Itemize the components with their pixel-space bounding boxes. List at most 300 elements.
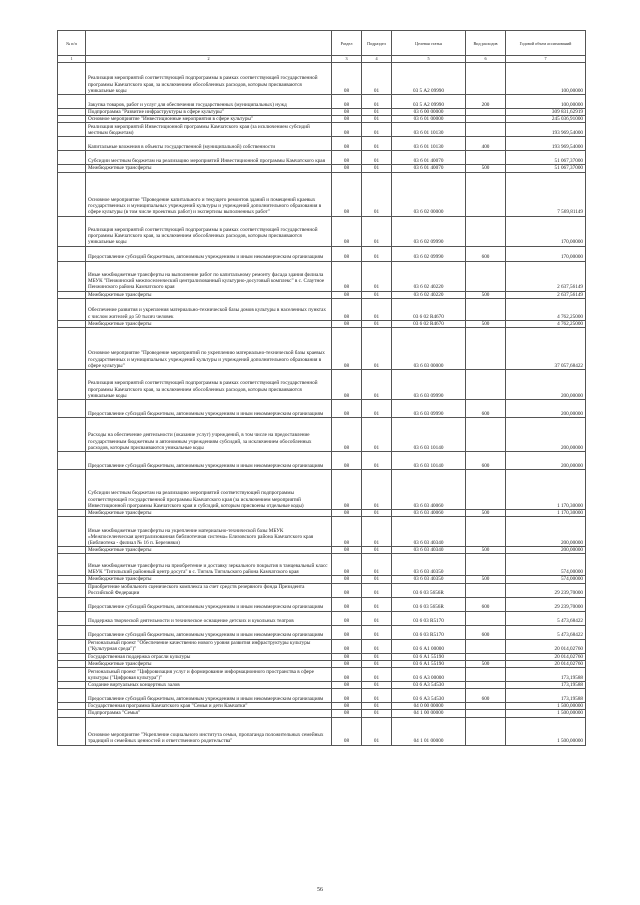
cell-amount: 173,19588 [506, 668, 586, 682]
cell-subsection: 01 [362, 298, 392, 320]
cell-target-article: 03 5 А2 09990 [392, 63, 466, 95]
cell-amount: 574,00000 [506, 576, 586, 583]
cell-amount: 29 239,70000 [506, 597, 586, 611]
cell-section: 08 [332, 320, 362, 327]
cell-amount: 200,00000 [506, 370, 586, 400]
table-row [58, 547, 586, 554]
cell-section: 08 [332, 137, 362, 151]
cell-section: 08 [332, 710, 362, 717]
cell-expense-type [466, 418, 506, 452]
cell-subsection: 01 [362, 689, 392, 703]
header-annual-amount: Годовой объем ассигнований [506, 31, 586, 56]
cell-target-article: 03 6 01 40070 [392, 165, 466, 172]
cell-section: 08 [332, 576, 362, 583]
cell-expense-type: 200 [466, 95, 506, 109]
cell-name: Создание виртуальных концертных залов [86, 682, 332, 689]
table-row [58, 554, 586, 576]
cell-section: 08 [332, 703, 362, 710]
cell-subsection: 01 [362, 517, 392, 547]
cell-amount: 200,00000 [506, 547, 586, 554]
cell-subsection: 01 [362, 320, 392, 327]
cell-target-article: 03 6 03 40340 [392, 547, 466, 554]
cell-amount: 309 831,62919 [506, 109, 586, 116]
cell-expense-type [466, 298, 506, 320]
cell-amount: 173,19588 [506, 689, 586, 703]
cell-expense-type: 600 [466, 625, 506, 639]
cell-section: 08 [332, 109, 362, 116]
cell-section: 08 [332, 689, 362, 703]
cell-target-article: 03 6 03 00000 [392, 328, 466, 370]
cell-index [58, 517, 86, 547]
cell-subsection: 01 [362, 547, 392, 554]
cell-index [58, 452, 86, 470]
cell-expense-type: 600 [466, 246, 506, 261]
cell-target-article: 04 0 00 00000 [392, 703, 466, 710]
cell-index [58, 261, 86, 291]
cell-subsection: 01 [362, 328, 392, 370]
table-row [58, 116, 586, 123]
cell-section: 08 [332, 63, 362, 95]
table-row [58, 625, 586, 639]
cell-subsection: 01 [362, 370, 392, 400]
cell-amount: 245 036,91000 [506, 116, 586, 123]
table-row [58, 510, 586, 517]
cell-name: Поддержка творческой деятельности и техническое оснащение детских и кукольных театров [86, 611, 332, 625]
table-row [58, 320, 586, 327]
cell-target-article: 03 6 02 R4670 [392, 298, 466, 320]
cell-name: Иные межбюджетные трансферты на приобретение и доставку зеркального покрытия в танцевальный класс МБУК "Тигильский районный центр досуга" в с. Тигиль Тигильского района Камчатского края [86, 554, 332, 576]
cell-index [58, 216, 86, 246]
cell-target-article: 03 5 А2 09990 [392, 95, 466, 109]
cell-name: Государственная программа Камчатского края "Семья и дети Камчатки" [86, 703, 332, 710]
cell-name: Предоставление субсидий бюджетным, автономным учреждениям и иным некоммерческим организациям [86, 625, 332, 639]
cell-amount: 51 067,37000 [506, 151, 586, 165]
cell-section: 08 [332, 470, 362, 510]
cell-amount: 200,00000 [506, 452, 586, 470]
cell-index [58, 400, 86, 418]
table-row [58, 418, 586, 452]
cell-target-article: 03 6 02 09990 [392, 246, 466, 261]
cell-amount: 20 014,02760 [506, 653, 586, 660]
cell-expense-type: 500 [466, 660, 506, 667]
table-row [58, 717, 586, 745]
cell-subsection: 01 [362, 165, 392, 172]
cell-target-article: 04 1 01 00000 [392, 717, 466, 745]
cell-amount: 1 500,00000 [506, 703, 586, 710]
cell-expense-type [466, 151, 506, 165]
cell-name: Государственная поддержка отрасли культуры [86, 653, 332, 660]
table-row [58, 216, 586, 246]
cell-target-article: 03 6 03 R5170 [392, 625, 466, 639]
cell-section: 08 [332, 639, 362, 653]
column-number: 5 [392, 56, 466, 63]
cell-section: 08 [332, 653, 362, 660]
cell-name: Предоставление субсидий бюджетным, автономным учреждениям и иным некоммерческим организациям [86, 597, 332, 611]
cell-amount: 574,00000 [506, 554, 586, 576]
cell-amount: 170,00000 [506, 216, 586, 246]
cell-name: Региональный проект "Обеспечение качественно нового уровня развития инфраструктуры культуры ("Культурная среда")" [86, 639, 332, 653]
cell-section: 08 [332, 682, 362, 689]
cell-amount: 200,00000 [506, 418, 586, 452]
header-subsection: Подраздел [362, 31, 392, 56]
table-row [58, 639, 586, 653]
cell-name: Межбюджетные трансферты [86, 510, 332, 517]
cell-expense-type [466, 653, 506, 660]
cell-name: Предоставление субсидий бюджетным, автономным учреждениям и иным некоммерческим организациям [86, 689, 332, 703]
cell-name: Основное мероприятие "Проведение капитального и текущего ремонтов зданий и помещений краевых государственных и муниципальных учреждений культуры и учреждений дополнительного образования в сфере культуры (в том числе проектных работ) и экспертизы выполненных работ" [86, 172, 332, 216]
table-row [58, 470, 586, 510]
cell-target-article: 03 6 А1 00000 [392, 639, 466, 653]
table-row [58, 576, 586, 583]
table-row [58, 165, 586, 172]
cell-target-article: 03 6 03 10140 [392, 452, 466, 470]
cell-index [58, 123, 86, 137]
cell-section: 08 [332, 583, 362, 597]
cell-amount: 1 170,30000 [506, 510, 586, 517]
cell-expense-type: 500 [466, 165, 506, 172]
table-row [58, 689, 586, 703]
cell-index [58, 689, 86, 703]
cell-expense-type: 500 [466, 510, 506, 517]
cell-section: 08 [332, 370, 362, 400]
cell-expense-type [466, 470, 506, 510]
cell-index [58, 710, 86, 717]
table-row [58, 653, 586, 660]
budget-table [57, 30, 586, 746]
cell-expense-type: 500 [466, 576, 506, 583]
cell-target-article: 03 6 03 40350 [392, 576, 466, 583]
table-row [58, 660, 586, 667]
cell-expense-type: 600 [466, 597, 506, 611]
table-row [58, 109, 586, 116]
table-row [58, 123, 586, 137]
cell-expense-type [466, 123, 506, 137]
cell-name: Межбюджетные трансферты [86, 320, 332, 327]
cell-index [58, 625, 86, 639]
column-number: 1 [58, 56, 86, 63]
cell-subsection: 01 [362, 510, 392, 517]
cell-section: 08 [332, 123, 362, 137]
cell-target-article: 03 6 03 5656R [392, 597, 466, 611]
cell-index [58, 682, 86, 689]
cell-index [58, 328, 86, 370]
budget-document [57, 30, 585, 746]
cell-subsection: 01 [362, 470, 392, 510]
cell-target-article: 03 6 А3 54530 [392, 689, 466, 703]
cell-expense-type [466, 710, 506, 717]
table-row [58, 452, 586, 470]
cell-subsection: 01 [362, 597, 392, 611]
cell-section: 08 [332, 328, 362, 370]
cell-target-article: 03 6 02 40220 [392, 291, 466, 298]
cell-name: Реализация мероприятий соответствующей подпрограммы в рамках соответствующей государственной программы Камчатского края, за исключением обособленных расходов, которым присваиваются уникальные коды [86, 370, 332, 400]
header-target-article: Целевая статья [392, 31, 466, 56]
cell-subsection: 01 [362, 123, 392, 137]
cell-target-article: 03 6 А3 00000 [392, 668, 466, 682]
cell-amount: 51 067,37000 [506, 165, 586, 172]
cell-subsection: 01 [362, 452, 392, 470]
cell-subsection: 01 [362, 95, 392, 109]
table-row [58, 328, 586, 370]
cell-section: 08 [332, 165, 362, 172]
cell-subsection: 01 [362, 583, 392, 597]
cell-section: 08 [332, 400, 362, 418]
cell-amount: 200,00000 [506, 517, 586, 547]
cell-subsection: 01 [362, 554, 392, 576]
cell-subsection: 01 [362, 653, 392, 660]
cell-index [58, 320, 86, 327]
cell-target-article: 03 6 02 09990 [392, 216, 466, 246]
cell-index [58, 165, 86, 172]
cell-subsection: 01 [362, 109, 392, 116]
cell-section: 08 [332, 625, 362, 639]
page-number: 56 [317, 887, 323, 893]
cell-expense-type [466, 682, 506, 689]
cell-name: Иные межбюджетные трансферты на выполнение работ по капитальному ремонту фасада здания филиала МБУК "Пенжинский межпоселенческий централизованный культурно-досуговый комплекс" в с. Слаутное Пенжинского района Камчатского края [86, 261, 332, 291]
cell-index [58, 660, 86, 667]
cell-expense-type: 600 [466, 400, 506, 418]
cell-name: Основное мероприятие "Проведение мероприятий по укреплению материально-технической базы краевых государственных и муниципальных учреждений культуры и учреждений дополнительного образования в сфере культуры" [86, 328, 332, 370]
cell-index [58, 510, 86, 517]
cell-index [58, 470, 86, 510]
cell-name: Иные межбюджетные трансферты на укрепление материально-технической базы МБУК «Межпоселенческая централизованная библиотечная система» Елизовского района Камчатского края (Библиотека - филиал № 16 п. Березняки) [86, 517, 332, 547]
cell-amount: 4 762,25000 [506, 320, 586, 327]
cell-expense-type [466, 116, 506, 123]
cell-target-article: 03 6 01 40070 [392, 151, 466, 165]
cell-name: Реализация мероприятий соответствующей подпрограммы в рамках соответствующей государственной программы Камчатского края, за исключением обособленных расходов, которым присваиваются уникальные коды [86, 63, 332, 95]
table-row [58, 597, 586, 611]
cell-subsection: 01 [362, 137, 392, 151]
cell-section: 08 [332, 246, 362, 261]
cell-section: 08 [332, 95, 362, 109]
cell-target-article: 03 6 03 5656R [392, 583, 466, 597]
cell-index [58, 597, 86, 611]
table-row [58, 291, 586, 298]
cell-amount: 29 239,70000 [506, 583, 586, 597]
cell-expense-type [466, 172, 506, 216]
cell-subsection: 01 [362, 418, 392, 452]
cell-index [58, 611, 86, 625]
cell-name: Приобретение мобильного сценического комплекса за счет средств резервного фонда Президента Российской Федерации [86, 583, 332, 597]
cell-subsection: 01 [362, 625, 392, 639]
cell-subsection: 01 [362, 668, 392, 682]
cell-index [58, 109, 86, 116]
cell-subsection: 01 [362, 151, 392, 165]
table-row [58, 710, 586, 717]
cell-expense-type [466, 703, 506, 710]
cell-index [58, 370, 86, 400]
cell-index [58, 547, 86, 554]
cell-name: Предоставление субсидий бюджетным, автономным учреждениям и иным некоммерческим организациям [86, 400, 332, 418]
cell-target-article: 03 6 А1 55190 [392, 653, 466, 660]
cell-target-article: 03 6 03 R5170 [392, 611, 466, 625]
cell-target-article: 03 6 01 10130 [392, 137, 466, 151]
table-row [58, 172, 586, 216]
cell-name: Субсидии местным бюджетам на реализацию мероприятий соответствующей подпрограммы соответствующей государственной программы Камчатского края (за исключением мероприятий Инвестиционной программы Камчатского края и субсидий, которым присвоены отдельные коды) [86, 470, 332, 510]
cell-target-article: 03 6 02 00000 [392, 172, 466, 216]
column-number: 6 [466, 56, 506, 63]
cell-amount: 170,00000 [506, 246, 586, 261]
cell-subsection: 01 [362, 63, 392, 95]
cell-target-article: 03 6 03 09990 [392, 370, 466, 400]
column-number: 7 [506, 56, 586, 63]
cell-amount: 20 014,02760 [506, 660, 586, 667]
cell-name: Капитальные вложения в объекты государственной (муниципальной) собственности [86, 137, 332, 151]
cell-name: Реализация мероприятий Инвестиционной программы Камчатского края (за исключением субсидий местным бюджетам) [86, 123, 332, 137]
cell-amount: 173,19588 [506, 682, 586, 689]
cell-amount: 37 057,68422 [506, 328, 586, 370]
cell-name: Межбюджетные трансферты [86, 291, 332, 298]
cell-index [58, 298, 86, 320]
cell-subsection: 01 [362, 400, 392, 418]
table-row [58, 298, 586, 320]
cell-index [58, 246, 86, 261]
table-row [58, 95, 586, 109]
cell-index [58, 418, 86, 452]
cell-amount: 1 500,00000 [506, 710, 586, 717]
cell-target-article: 03 6 02 R4670 [392, 320, 466, 327]
cell-index [58, 717, 86, 745]
table-row [58, 703, 586, 710]
cell-section: 08 [332, 261, 362, 291]
cell-name: Субсидии местным бюджетам на реализацию мероприятий Инвестиционной программы Камчатского края [86, 151, 332, 165]
cell-name: Реализация мероприятий соответствующей подпрограммы в рамках соответствующей государственной программы Камчатского края, за исключением обособленных расходов, которым присваиваются уникальные коды [86, 216, 332, 246]
header-row [58, 31, 586, 56]
cell-expense-type [466, 216, 506, 246]
cell-name: Предоставление субсидий бюджетным, автономным учреждениям и иным некоммерческим организациям [86, 452, 332, 470]
cell-index [58, 639, 86, 653]
cell-index [58, 554, 86, 576]
cell-name: Закупка товаров, работ и услуг для обеспечения государственных (муниципальных) нужд [86, 95, 332, 109]
cell-expense-type [466, 63, 506, 95]
cell-expense-type: 500 [466, 291, 506, 298]
cell-subsection: 01 [362, 682, 392, 689]
cell-section: 08 [332, 668, 362, 682]
cell-expense-type: 500 [466, 547, 506, 554]
cell-index [58, 172, 86, 216]
cell-name: Межбюджетные трансферты [86, 576, 332, 583]
cell-name: Расходы на обеспечение деятельности (оказание услуг) учреждений, в том числе на предоставление государственным бюджетным и автономным учреждениям субсидий, за исключением обособленных расходов, которым присваиваются уникальные коды [86, 418, 332, 452]
table-row [58, 682, 586, 689]
cell-amount: 200,00000 [506, 400, 586, 418]
cell-section: 08 [332, 418, 362, 452]
cell-amount: 20 014,02760 [506, 639, 586, 653]
cell-name: Межбюджетные трансферты [86, 660, 332, 667]
cell-index [58, 95, 86, 109]
cell-target-article: 03 6 А3 54530 [392, 682, 466, 689]
cell-subsection: 01 [362, 639, 392, 653]
cell-target-article: 03 6 03 10140 [392, 418, 466, 452]
cell-amount: 193 969,54000 [506, 123, 586, 137]
table-row [58, 583, 586, 597]
cell-index [58, 291, 86, 298]
cell-subsection: 01 [362, 611, 392, 625]
cell-section: 08 [332, 298, 362, 320]
cell-name: Межбюджетные трансферты [86, 165, 332, 172]
cell-subsection: 01 [362, 717, 392, 745]
cell-subsection: 01 [362, 216, 392, 246]
cell-target-article: 03 6 03 40350 [392, 554, 466, 576]
cell-amount: 7 569,81149 [506, 172, 586, 216]
table-row [58, 151, 586, 165]
cell-expense-type [466, 639, 506, 653]
cell-target-article: 03 6 03 40060 [392, 510, 466, 517]
cell-target-article: 03 6 00 00000 [392, 109, 466, 116]
cell-expense-type [466, 583, 506, 597]
cell-section: 08 [332, 216, 362, 246]
cell-expense-type [466, 261, 506, 291]
cell-subsection: 01 [362, 116, 392, 123]
cell-expense-type [466, 668, 506, 682]
cell-expense-type: 600 [466, 689, 506, 703]
table-row [58, 370, 586, 400]
cell-index [58, 583, 86, 597]
cell-amount: 5 473,68422 [506, 625, 586, 639]
table-row [58, 261, 586, 291]
cell-name: Межбюджетные трансферты [86, 547, 332, 554]
cell-section: 08 [332, 291, 362, 298]
cell-section: 08 [332, 547, 362, 554]
cell-name: Обеспечение развития и укрепления материально-технической базы домов культуры в населенных пунктах с числом жителей до 50 тысяч человек [86, 298, 332, 320]
header-name [86, 31, 332, 56]
table-row [58, 63, 586, 95]
cell-index [58, 137, 86, 151]
cell-subsection: 01 [362, 261, 392, 291]
cell-name: Региональный проект "Цифровизация услуг и формирование информационного пространства в сфере культуры ("Цифровая культура")" [86, 668, 332, 682]
cell-index [58, 576, 86, 583]
header-section: Раздел [332, 31, 362, 56]
cell-expense-type [466, 611, 506, 625]
cell-subsection: 01 [362, 246, 392, 261]
cell-name: Основное мероприятие "Укрепление социального института семьи, пропаганда положительных семейных традиций и семейных ценностей и ответственного родительства" [86, 717, 332, 745]
table-row [58, 517, 586, 547]
cell-name: Предоставление субсидий бюджетным, автономным учреждениям и иным некоммерческим организациям [86, 246, 332, 261]
cell-expense-type [466, 370, 506, 400]
cell-subsection: 01 [362, 710, 392, 717]
column-number: 3 [332, 56, 362, 63]
cell-amount: 1 170,30000 [506, 470, 586, 510]
table-row [58, 246, 586, 261]
cell-amount: 2 637,56149 [506, 291, 586, 298]
cell-index [58, 703, 86, 710]
cell-target-article: 03 6 А1 55190 [392, 660, 466, 667]
table-row [58, 611, 586, 625]
cell-expense-type: 600 [466, 452, 506, 470]
column-number: 4 [362, 56, 392, 63]
table-row [58, 400, 586, 418]
cell-subsection: 01 [362, 172, 392, 216]
cell-section: 08 [332, 597, 362, 611]
cell-target-article: 03 6 01 10130 [392, 123, 466, 137]
cell-target-article: 03 6 01 00000 [392, 116, 466, 123]
cell-section: 08 [332, 116, 362, 123]
cell-amount: 100,00000 [506, 63, 586, 95]
cell-index [58, 116, 86, 123]
cell-expense-type [466, 109, 506, 116]
cell-index [58, 668, 86, 682]
cell-expense-type: 400 [466, 137, 506, 151]
header-expense-type: Вид расходов [466, 31, 506, 56]
cell-target-article: 03 6 03 40060 [392, 470, 466, 510]
cell-target-article: 04 1 00 00000 [392, 710, 466, 717]
cell-section: 08 [332, 452, 362, 470]
cell-target-article: 03 6 03 09990 [392, 400, 466, 418]
cell-amount: 193 969,54000 [506, 137, 586, 151]
cell-subsection: 01 [362, 576, 392, 583]
cell-section: 08 [332, 554, 362, 576]
cell-target-article: 03 6 02 40220 [392, 261, 466, 291]
table-body [58, 63, 586, 746]
